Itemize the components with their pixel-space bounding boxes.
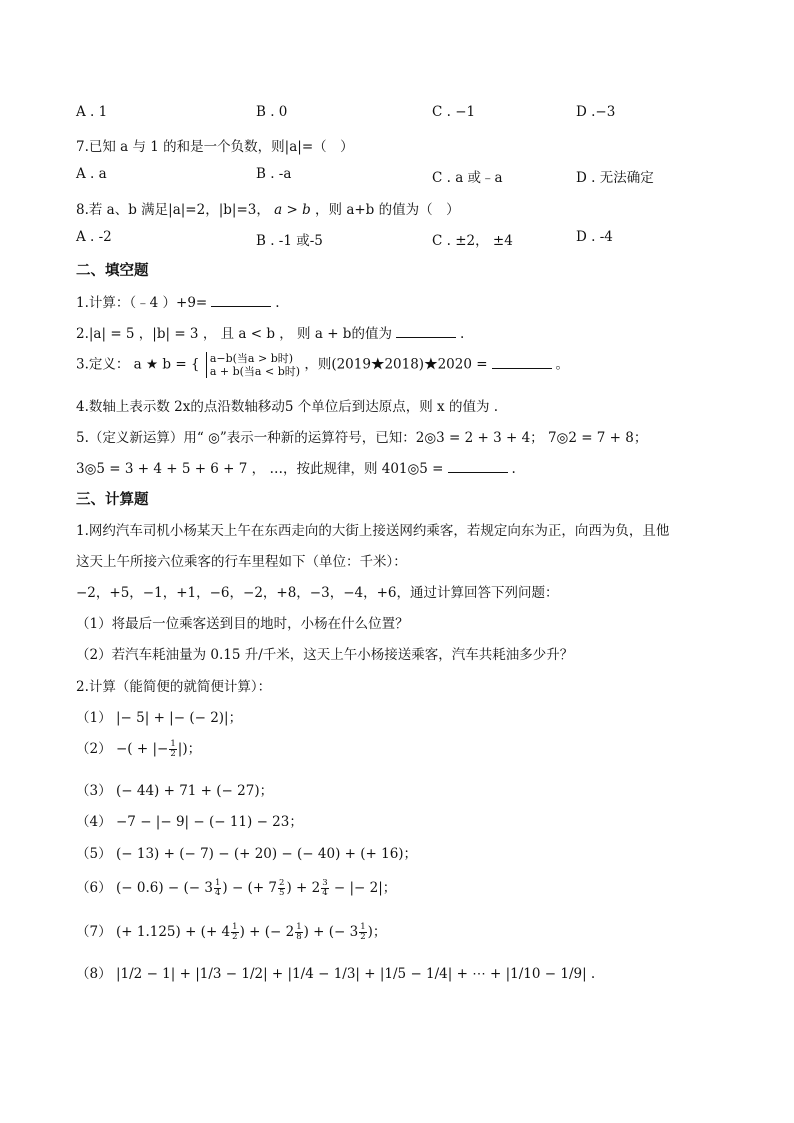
s3-q2-title: 2.计算（能简便的就简便计算）： (76, 679, 272, 695)
q8-option-a: A . -2 (76, 229, 112, 245)
s3-q1-sub1: （1）将最后一位乘客送到目的地时，小杨在什么位置？ (76, 616, 409, 632)
s3-q1-line1: 1.网约汽车司机小杨某天上午在东西走向的大街上接送网约乘客，若规定向东为正，向西为负，且他 (76, 523, 670, 539)
item-number: （8） (76, 966, 112, 982)
calc-item-7 (76, 920, 386, 942)
q8-stem (76, 198, 460, 218)
calc-item-8 (76, 962, 595, 982)
q8-stem-a: 8.若 a、b 满足|a|=2，|b|=3， (76, 202, 270, 218)
piecewise-definition (206, 352, 300, 378)
item-number: （5） (76, 846, 112, 862)
expr-part: ) + (− 3 (303, 924, 359, 940)
s2-q3-text: 3.定义： a ★ b = { (76, 356, 200, 373)
s2-q1 (76, 291, 280, 311)
item-number: （7） (76, 924, 112, 940)
section3-title: 三、计算题 (76, 492, 149, 508)
s3-q1-sub2: （2）若汽车耗油量为 0.15 升/千米，这天上午小杨接送乘客，汽车共耗油多少升？ (76, 647, 574, 663)
fraction: $\frac{1}{8}$ (296, 922, 302, 942)
q8-option-c: C . ±2， ±4 (432, 233, 513, 249)
expr-part: −( + |− (116, 741, 169, 757)
q7-stem: 7.已知 a 与 1 的和是一个负数，则|a|=（ ） (76, 139, 354, 155)
q8-option-d: D . -4 (576, 229, 613, 245)
item-number: （3） (76, 783, 112, 799)
calc-item-3 (76, 779, 273, 799)
q6-option-b: B . 0 (256, 104, 288, 120)
item-expression: |− 5| + |− (− 2)|； (116, 710, 243, 726)
calc-item-1 (76, 706, 242, 726)
expr-part: )； (367, 924, 387, 940)
calc-item-2 (76, 737, 201, 759)
s2-q5-end: . (511, 461, 516, 477)
q7-option-a: A . a (76, 166, 107, 182)
item-number: （2） (76, 741, 112, 757)
item-number: （1） (76, 710, 112, 726)
s2-q5-text: 3◎5 = 3 + 4 + 5 + 6 + 7 ， …，按此规律，则 401◎5 = (76, 461, 444, 477)
s3-q1-line3: −2，+5，−1，+1，−6，−2，+8，−3，−4，+6，通过计算回答下列问题： (76, 585, 559, 601)
s2-q1-end: . (275, 295, 280, 311)
section2-title: 二、填空题 (76, 263, 149, 279)
fraction: $\frac{1}{2}$ (170, 739, 176, 759)
item-expression: −7 − |− 9| − (− 11) − 23； (116, 814, 303, 830)
s2-q1-text: 1.计算：（﹣4 ）+9= (76, 295, 208, 311)
fraction: $\frac{3}{4}$ (322, 878, 328, 898)
q6-option-c: C . −1 (432, 104, 476, 120)
q8-stem-math: a > b (274, 202, 311, 218)
calc-item-5 (76, 842, 417, 862)
fraction: $\frac{2}{5}$ (279, 878, 285, 898)
item-number: （4） (76, 814, 112, 830)
s2-q2 (76, 322, 464, 342)
s2-q2-text: 2.|a| = 5 ，|b| = 3 ， 且 a < b ， 则 a + b的值为 (76, 326, 392, 342)
s2-q3-end: 。 (555, 356, 570, 373)
expr-part: ) + (− 2 (239, 924, 295, 940)
s2-q5-line1: 5.（定义新运算）用“ ◎”表示一种新的运算符号，已知：2◎3 = 2 + 3 + 4； 7◎2 = 7 + 8； (76, 430, 648, 446)
s2-q3 (76, 352, 569, 378)
expr-part: − |− 2|； (329, 880, 397, 896)
q7-option-c: C . a 或﹣a (432, 170, 503, 186)
item-expression: (− 13) + (− 7) − (+ 20) − (− 40) + (+ 16)； (116, 846, 418, 862)
expr-part: |)； (177, 741, 202, 757)
case-1: a−b(当a > b时) (209, 352, 294, 365)
q8-option-b: B . -1 或-5 (256, 233, 323, 249)
expr-part: ) + 2 (286, 880, 321, 896)
answer-blank (211, 294, 271, 307)
case-2: a + b(当a < b时) (209, 365, 301, 378)
s3-q1-line2: 这天上午所接六位乘客的行车里程如下（单位：千米）： (76, 554, 407, 570)
q6-option-a: A . 1 (76, 104, 108, 120)
answer-blank (448, 460, 508, 473)
fraction: $\frac{1}{2}$ (360, 922, 366, 942)
s2-q2-end: . (459, 326, 465, 342)
q8-stem-b: ，则 a+b 的值为（ ） (315, 202, 460, 218)
expr-part: ) − (+ 7 (222, 880, 278, 896)
calc-item-4 (76, 810, 303, 830)
s2-q5-line2 (76, 457, 516, 477)
expr-part: (+ 1.125) + (+ 4 (116, 924, 231, 940)
item-expression: |1/2 − 1| + |1/3 − 1/2| + |1/4 − 1/3| + |1/5 − 1/4| + ⋯ + |1/10 − 1/9| . (116, 966, 596, 982)
item-number: （6） (76, 880, 112, 896)
s2-q4: 4.数轴上表示数 2x的点沿数轴移动5 个单位后到达原点，则 x 的值为 . (76, 399, 499, 415)
answer-blank (492, 356, 552, 369)
fraction: $\frac{1}{4}$ (214, 878, 221, 898)
s2-q3-mid: ，则(2019★2018)★2020 = (304, 356, 488, 373)
q7-option-d: D . 无法确定 (576, 170, 654, 186)
fraction: $\frac{1}{2}$ (232, 922, 238, 942)
q6-option-d: D .−3 (576, 104, 616, 120)
answer-blank (396, 325, 456, 338)
expr-part: (− 0.6) − (− 3 (116, 880, 213, 896)
calc-item-6 (76, 876, 396, 898)
item-expression: (− 44) + 71 + (− 27)； (116, 783, 274, 799)
q7-option-b: B . -a (256, 166, 292, 182)
